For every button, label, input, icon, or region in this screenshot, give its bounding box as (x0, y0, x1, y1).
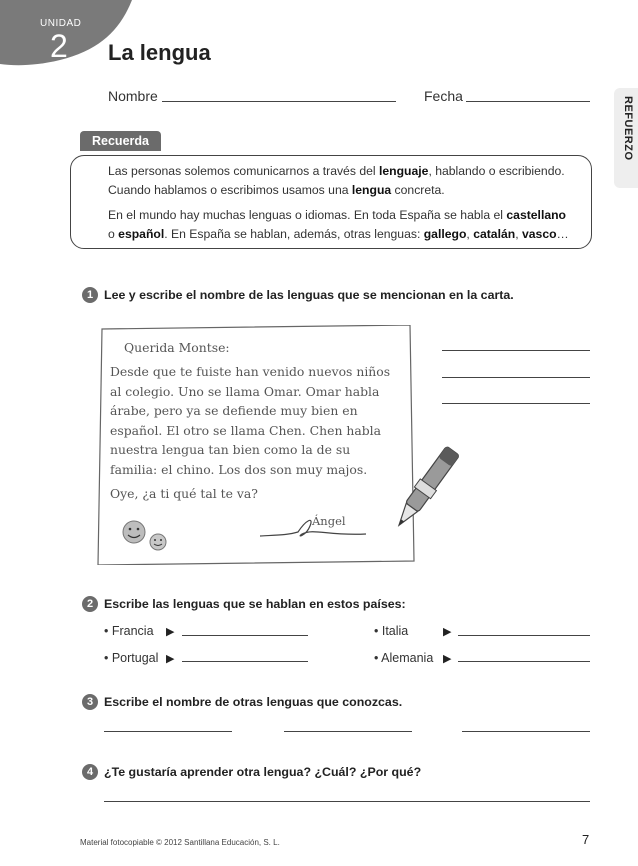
country-alemania: • Alemania (374, 651, 434, 665)
answer-line-alemania[interactable] (458, 661, 590, 662)
arrow-icon: ▶ (166, 653, 175, 665)
question-number-3: 3 (82, 694, 98, 710)
pen-icon (386, 436, 466, 540)
text-segment: . En España se hablan, además, otras lenguas: (164, 227, 424, 241)
name-label: Nombre (108, 88, 158, 104)
letter-closing: Oye, ¿a ti qué tal te va? (110, 486, 258, 501)
question-3-text: Escribe el nombre de otras lenguas que conozcas. (104, 695, 403, 709)
footer-copyright: Material fotocopiable © 2012 Santillana Educación, S. L. (80, 838, 280, 847)
text-segment: Las personas solemos comunicarnos a través del (108, 164, 379, 178)
recuerda-line-4 (108, 225, 569, 244)
question-number-2: 2 (82, 596, 98, 612)
unit-label: UNIDAD (40, 18, 82, 29)
arrow-icon: ▶ (443, 626, 452, 638)
answer-line-q3[interactable] (104, 731, 232, 732)
bold-term: catalán (473, 227, 516, 241)
answer-line-portugal[interactable] (182, 661, 308, 662)
recuerda-line-1 (108, 162, 565, 181)
page-number: 7 (582, 832, 590, 847)
country-portugal: • Portugal (104, 651, 159, 665)
recuerda-line-2 (108, 181, 445, 200)
answer-line-q3[interactable] (462, 731, 590, 732)
answer-line-francia[interactable] (182, 635, 308, 636)
text-segment: , (466, 227, 474, 241)
date-field-line[interactable] (466, 101, 590, 102)
question-1-text: Lee y escribe el nombre de las lenguas que se mencionan en la carta. (104, 288, 514, 302)
bold-term: vasco (521, 227, 557, 241)
bold-term: lenguaje (378, 164, 429, 178)
text-segment: , (515, 227, 522, 241)
letter-line: familia: el chino. Los dos son muy majos. (110, 461, 368, 477)
answer-line-q1[interactable] (442, 350, 590, 351)
answer-line-q1[interactable] (442, 403, 590, 404)
country-italia: • Italia (374, 624, 409, 638)
bold-term: español (118, 227, 165, 241)
letter-line: Desde que te fuiste han venido nuevos niños (110, 364, 391, 379)
letter-body (110, 362, 390, 479)
letter-line: árabe, pero ya se defiende muy bien en (110, 403, 358, 418)
letter-line: al colegio. Uno se llama Omar. Omar habla (110, 383, 380, 399)
answer-line-q1[interactable] (442, 377, 590, 378)
smiley-faces-icon (118, 516, 172, 556)
answer-line-italia[interactable] (458, 635, 590, 636)
unit-number: 2 (50, 28, 68, 64)
text-segment: … (556, 227, 569, 241)
question-number-4: 4 (82, 764, 98, 780)
name-field-line[interactable] (162, 101, 396, 102)
question-4-text: ¿Te gustaría aprender otra lengua? ¿Cuál? ¿Por qué? (104, 765, 422, 779)
answer-line-q3[interactable] (284, 731, 412, 732)
date-label: Fecha (424, 88, 463, 104)
question-number-1: 1 (82, 287, 98, 303)
arrow-icon: ▶ (166, 626, 175, 638)
letter-line: nuestra lengua tan bien como la de su (110, 442, 351, 457)
page-title: La lengua (108, 40, 211, 65)
side-tab-label: REFUERZO (622, 96, 634, 161)
bold-term: lengua (351, 183, 392, 197)
text-segment: En el mundo hay muchas lenguas o idiomas. En toda España se habla el (108, 208, 507, 222)
letter-greeting: Querida Montse: (124, 340, 230, 355)
answer-line-q4[interactable] (104, 801, 590, 802)
letter-line: español. El otro se llama Chen. Chen habla (110, 422, 382, 438)
text-segment: concreta. (391, 183, 445, 197)
bold-term: gallego (423, 227, 467, 241)
letter-signature: Ángel (312, 514, 346, 528)
text-segment: o (108, 227, 119, 241)
bold-term: castellano (506, 208, 567, 222)
recuerda-line-3 (108, 206, 566, 225)
text-segment: , hablando o escribiendo. (428, 164, 565, 178)
arrow-icon: ▶ (443, 653, 452, 665)
text-segment: Cuando hablamos o escribimos usamos una (108, 183, 352, 197)
country-francia: • Francia (104, 624, 154, 638)
question-2-text: Escribe las lenguas que se hablan en estos países: (104, 597, 406, 611)
recuerda-tag: Recuerda (80, 131, 161, 151)
